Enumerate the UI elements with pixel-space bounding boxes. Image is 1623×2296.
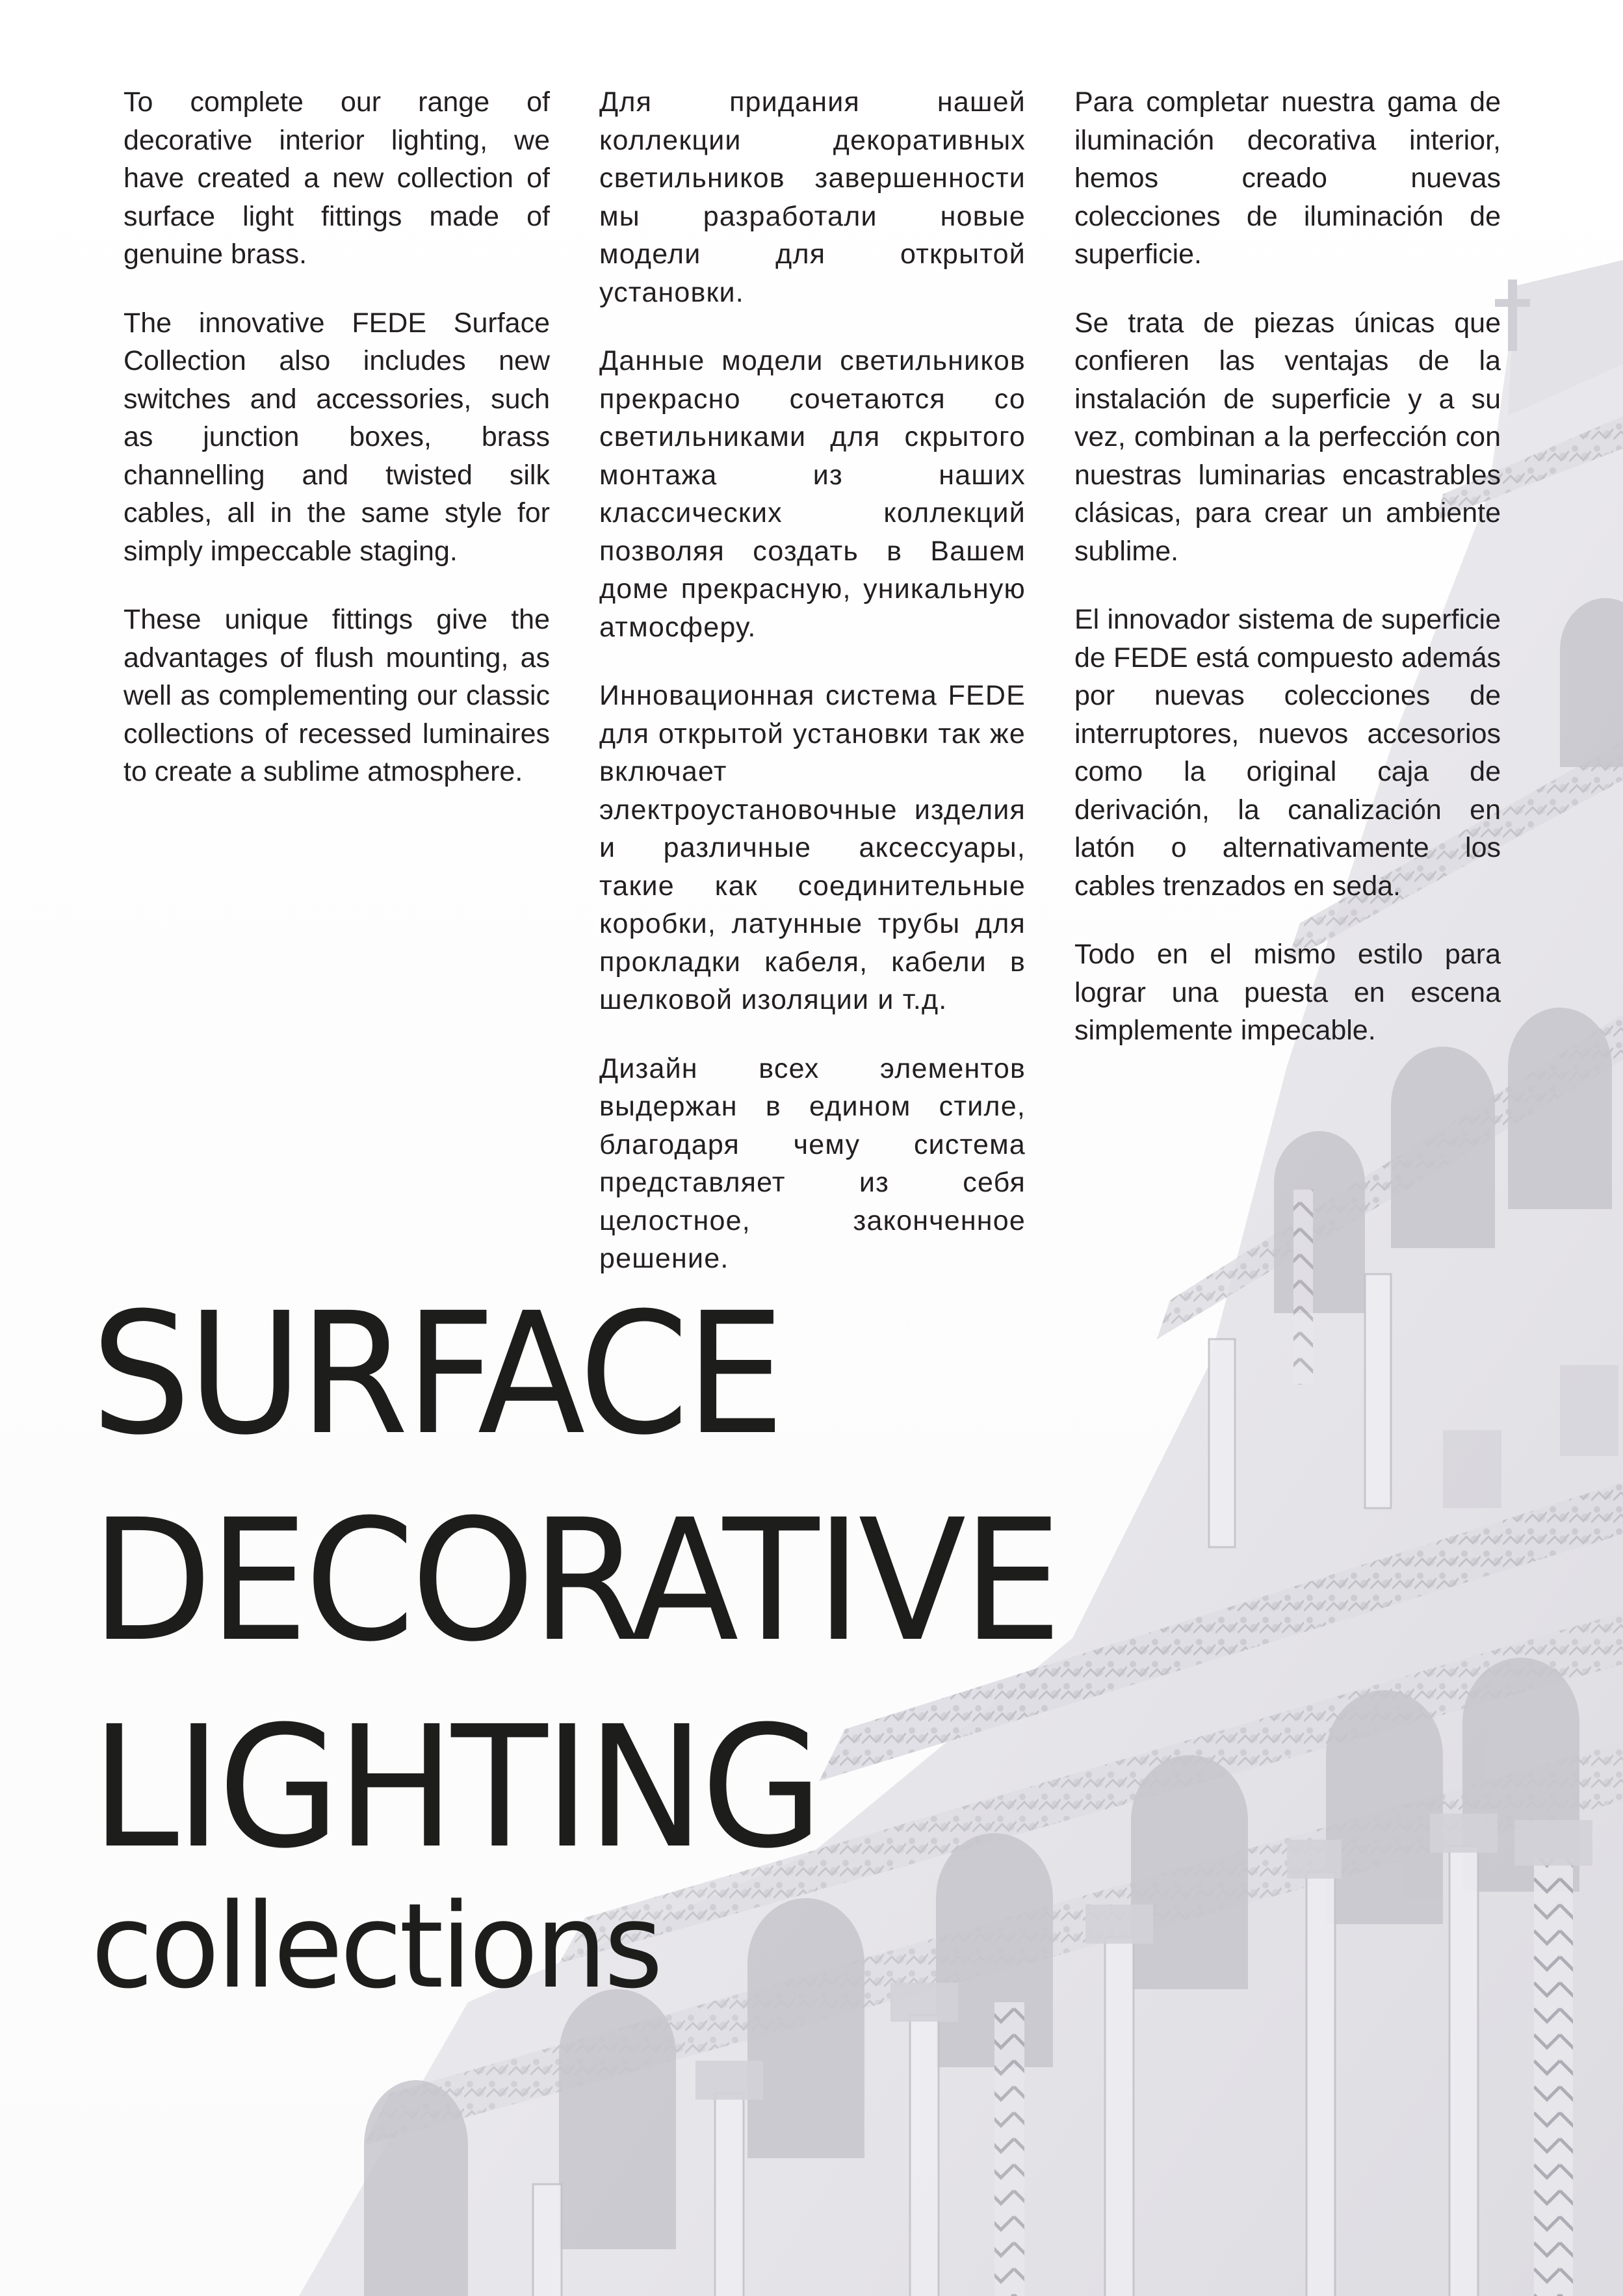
russian-column: [599, 83, 1026, 1309]
russian-paragraph-2: Данные модели светильников прекрасно сочетаются со светильниками для скрытого монтажа из наших классических коллекций позволяя создать в Вашем доме прекрасную, уникальную атмосферу.: [599, 345, 1026, 643]
spanish-paragraph-1: Para completar nuestra gama de iluminación decorativa interior, hemos creado nuevas colecciones de iluminación de superficie.: [1074, 86, 1501, 270]
spanish-paragraph-4: Todo en el mismo estilo para lograr una puesta en escena simplemente impecable.: [1074, 939, 1501, 1046]
english-paragraph-2: The innovative FEDE Surface Collection also includes new switches and accessories, such as junction boxes, brass channelling and twisted silk cables, all in the same style for simply impeccable staging.: [123, 307, 550, 567]
headline: [91, 1271, 1120, 2015]
english-paragraph-1: To complete our range of decorative interior lighting, we have created a new collection of surface light fittings made of genuine brass.: [123, 86, 550, 270]
russian-paragraph-4: Дизайн всех элементов выдержан в едином стиле, благодаря чему система представляет из себя целостное, законченное решение.: [599, 1052, 1026, 1274]
russian-paragraph-1: Для придания нашей коллекции декоративных светильников завершенности мы разработали новые модели для открытой установки.: [599, 86, 1026, 308]
spanish-paragraph-3: El innovador sistema de superficie de FEDE está compuesto además por nuevas colecciones de interruptores, nuevos accesorios como la original caja de derivación, la canalización en latón o alternativamente los cables trenzados en seda.: [1074, 604, 1501, 902]
headline-line-lighting: LIGHTING: [91, 1690, 820, 1885]
headline-subtitle-collections: collections: [91, 1879, 660, 2015]
russian-paragraph-3: Инновационная система FEDE для открытой установки так же включает электроустановочные изделия и различные аксессуары, такие как соединительные коробки, латунные трубы для прокладки кабеля, кабели в шелковой изоляции и т.д.: [599, 680, 1026, 1015]
spanish-paragraph-2: Se trata de piezas únicas que confieren las ventajas de la instalación de superficie y a su vez, combinan a la perfección con nuestras luminarias encastrables clásicas, para crear un ambiente sublime.: [1074, 307, 1501, 567]
headline-line-decorative: DECORATIVE: [91, 1483, 1059, 1678]
spanish-column: [1074, 83, 1501, 1080]
english-paragraph-3: These unique fittings give the advantages of flush mounting, as well as complementing our classic collections of recessed luminaires to create a sublime atmosphere.: [123, 604, 550, 787]
headline-line-surface: SURFACE: [91, 1277, 781, 1472]
english-column: [123, 83, 550, 822]
